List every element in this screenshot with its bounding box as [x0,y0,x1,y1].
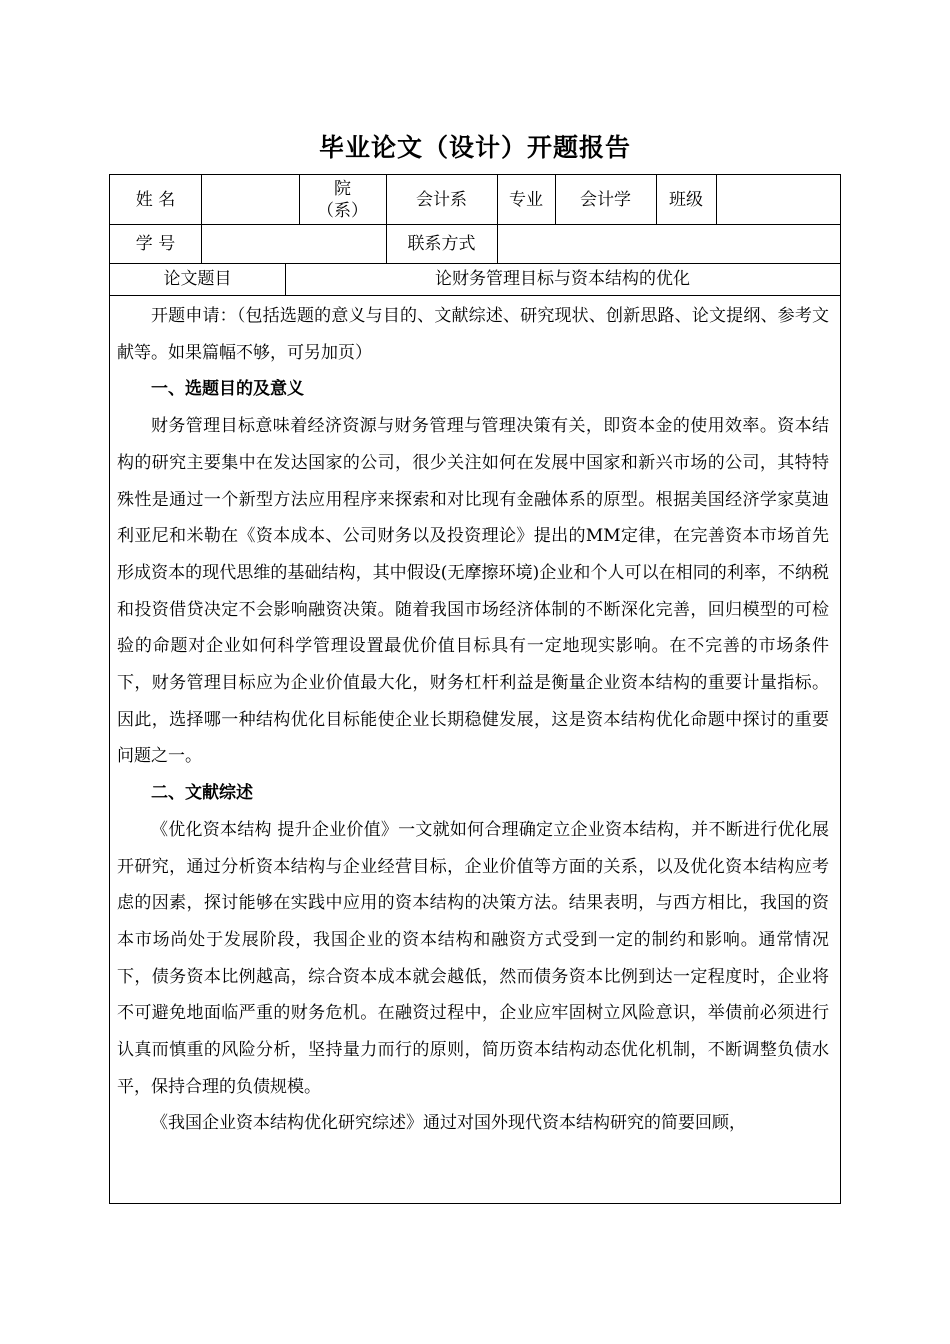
proposal-content [117,298,829,1142]
name-field[interactable] [201,175,299,224]
department-label-line2: （系） [317,200,368,221]
major-value: 会计学 [580,189,631,210]
major-label: 专业 [509,189,543,210]
section2-heading: 二、文献综述 [151,783,253,804]
section2-paragraph-continued: 《我国企业资本结构优化研究综述》通过对国外现代资本结构研究的简要回顾， [151,1113,746,1134]
topic-value: 论财务管理目标与资本结构的优化 [435,269,690,289]
topic-label: 论文题目 [163,269,232,289]
class-label: 班级 [669,189,703,210]
contact-label: 联系方式 [407,233,476,254]
row-divider [110,295,840,296]
class-field[interactable] [716,175,840,224]
student-id-field[interactable] [201,224,386,263]
intro-paragraph: 开题申请：（包括选题的意义与目的、文献综述、研究现状、创新思路、论文提纲、参考文献等。如果篇幅不够，可另加页） [117,306,829,363]
section1-heading: 一、选题目的及意义 [151,379,304,400]
department-value: 会计系 [416,189,467,210]
contact-field[interactable] [497,224,840,263]
department-label [299,175,386,224]
name-label: 姓 名 [135,189,176,210]
department-label-line1: 院 [334,178,351,199]
section2-paragraph: 《优化资本结构 提升企业价值》一文就如何合理确定立企业资本结构，并不断进行优化展开研究，通过分析资本结构与企业经营目标，企业价值等方面的关系，以及优化资本结构应考虑的因素，探讨能够在实践中应用的资本结构的决策方法。结果表明，与西方相比，我国的资本市场尚处于发展阶段，我国企业的资本结构和融资方式受到一定的制约和影响。通常情况下，债务资本比例越高，综合资本成本就会越低，然而债务资本比例到达一定程度时，企业将不可避免地面临严重的财务危机。在融资过程中，企业应牢固树立风险意识，举债前必须进行认真而慎重的风险分析，坚持量力而行的原则，简历资本结构动态优化机制，不断调整负债水平，保持合理的负债规模。 [117,819,829,1097]
student-id-label: 学 号 [135,233,176,254]
section1-paragraph: 财务管理目标意味着经济资源与财务管理与管理决策有关，即资本金的使用效率。资本结构的研究主要集中在发达国家的公司，很少关注如何在发展中国家和新兴市场的公司，其特特殊性是通过一个新型方法应用程序来探索和对比现有金融体系的原型。根据美国经济学家莫迪利亚尼和米勒在《资本成本、公司财务以及投资理论》提出的MM定律，在完善资本市场首先形成资本的现代思维的基础结构，其中假设(无摩擦环境)企业和个人可以在相同的利率，不纳税和投资借贷决定不会影响融资决策。随着我国市场经济体制的不断深化完善，回归模型的可检验的命题对企业如何科学管理设置最优价值目标具有一定地现实影响。在不完善的市场条件下，财务管理目标应为企业价值最大化，财务杠杆利益是衡量企业资本结构的重要计量指标。因此，选择哪一种结构优化目标能使企业长期稳健发展，这是资本结构优化命题中探讨的重要问题之一。 [117,416,829,767]
page-title: 毕业论文（设计）开题报告 [318,133,631,162]
